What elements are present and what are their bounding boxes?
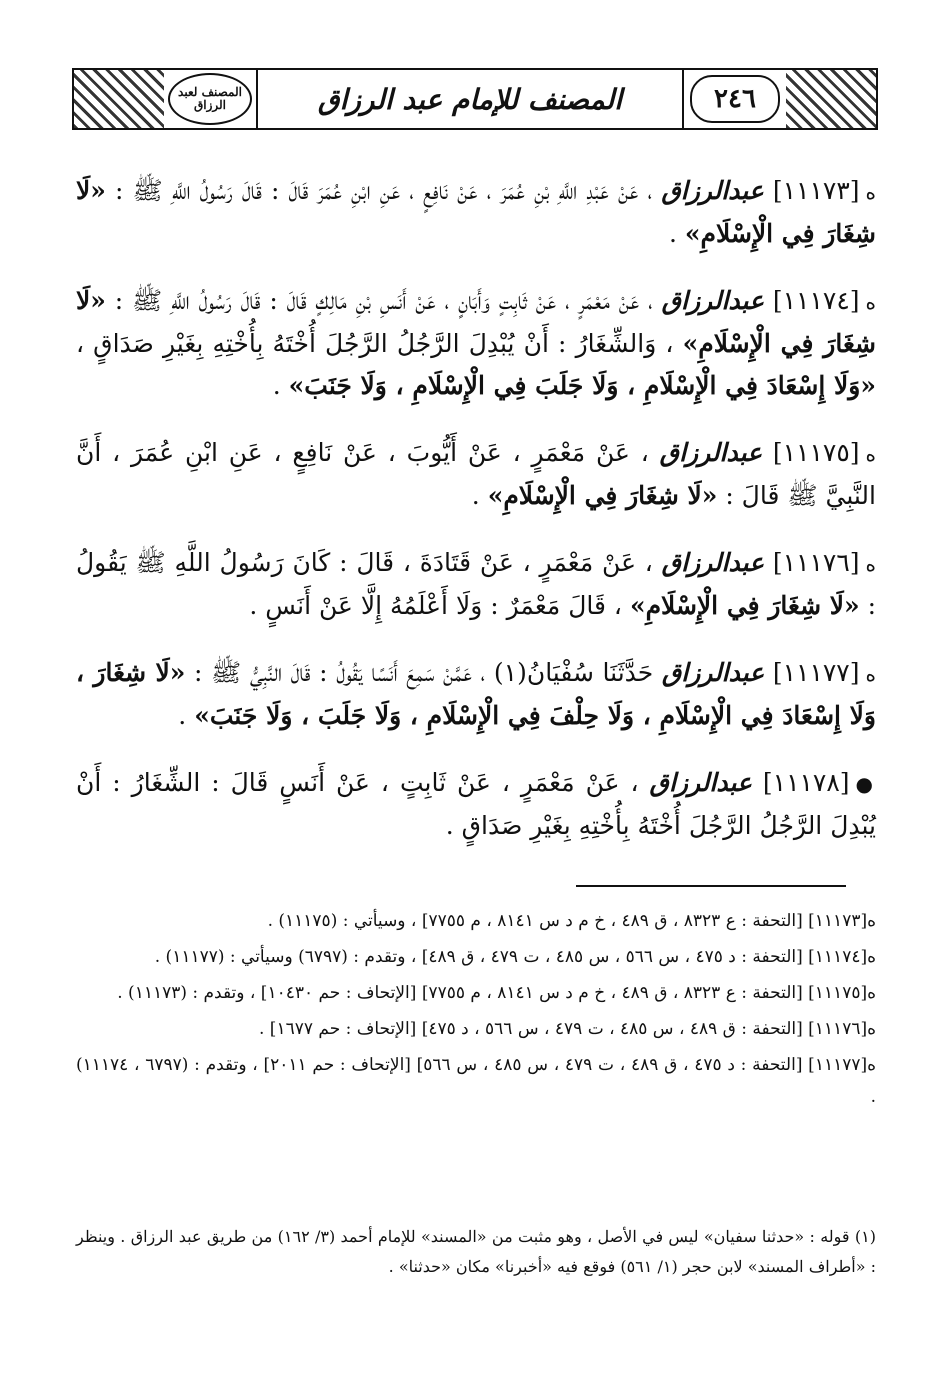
reference-note: ه[١١١٧٤] [التحفة : د ٤٧٥ ، س ٥٦٦ ، س ٤٨٥ ، ت ٤٧٩ ، ق ٤٨٩] ، وتقدم : (٦٧٩٧) وسيأتي : (١١١٧٧) . [154, 947, 876, 967]
hadith-marker: ه [865, 662, 876, 686]
hadith-tail: . [178, 701, 187, 730]
book-emblem: المصنف لعبد الرزاق [168, 73, 252, 125]
hadith-11173 [76, 170, 876, 255]
hadith-body [76, 145, 876, 864]
hadith-quote: «لَا شِغَارَ فِي الْإِسْلَامِ» [487, 481, 718, 510]
reference-note: ه[١١١٧٧] [التحفة : د ٤٧٥ ، ق ٤٨٩ ، ت ٤٧٩ ، س ٤٨٥ ، س ٥٦٦] [الإتحاف : حم ٢٠١١] ، وتقدم : (٦٧٩٧ ، ١١١٧٤) . [76, 1055, 877, 1107]
running-title: المصنف للإمام عبد الرزاق [256, 70, 684, 128]
narrator-name: عبدالرزاق [661, 286, 764, 315]
page-header [72, 68, 878, 130]
hadith-number: [١١١٧٦] [772, 548, 860, 577]
hadith-text: ، عَنْ مَعْمَرٍ ، عَنْ ثَابِتٍ ، عَنْ أَنَسٍ قَالَ : الشِّغَارُ : أَنْ يُبْدِلَ الرَّجُلُ الرَّجُلَ أُخْتَهُ بِأُخْتِهِ بِغَيْرِ صَدَاقٍ . [76, 768, 876, 840]
hadith-quote: «لَا شِغَارَ فِي الْإِسْلَامِ» [629, 591, 860, 620]
hadith-11178 [76, 762, 876, 847]
narrator-name: عبدالرزاق [649, 768, 752, 797]
narrator-name: عبدالرزاق [661, 176, 764, 205]
narrator-name: عبدالرزاق [661, 658, 765, 687]
hadith-11176 [76, 542, 876, 627]
hadith-text: ، عَنْ عَبْدِ اللَّهِ بْنِ عُمَرَ ، عَنْ نَافِعٍ ، عَنِ ابْنِ عُمَرَ قَالَ : قَالَ رَسُولُ اللَّهِ ﷺ : [115, 176, 653, 205]
hadith-text: ، عَنْ مَعْمَرٍ ، عَنْ قَتَادَةَ ، قَالَ : كَانَ رَسُولُ اللَّهِ ﷺ يَقُولُ : [76, 548, 876, 620]
hadith-tail: ، قَالَ مَعْمَرٌ : وَلَا أَعْلَمُهُ إِلَّا عَنْ أَنَسٍ . [249, 591, 622, 620]
reference-note: ه[١١١٧٣] [التحفة : ع ٨٣٢٣ ، ق ٤٨٩ ، خ م د س ٨١٤١ ، م ٧٧٥٥] ، وسيأتي : (١١١٧٥) . [267, 911, 876, 931]
narrator-name: عبدالرزاق [661, 548, 765, 577]
hadith-tail: . [471, 481, 480, 510]
hadith-tail-2: . [272, 371, 281, 400]
hadith-tail: . [669, 219, 677, 248]
hadith-11175 [76, 432, 876, 517]
hadith-text: حَدَّثَنَا سُفْيَانُ(١) ، عَمَّنْ سَمِعَ أَنَسًا يَقُولُ : قَالَ النَّبِيُّ ﷺ : [193, 658, 654, 687]
hadith-number: [١١١٧٤] [772, 286, 860, 315]
hadith-11174 [76, 280, 876, 407]
hadith-quote: «لَا شِغَارَ فِي الْإِسْلَامِ» [76, 176, 876, 248]
hadith-marker: ه [865, 442, 877, 466]
narrator-name: عبدالرزاق [659, 438, 763, 467]
hadith-11177 [76, 652, 876, 737]
hadith-text: ، عَنْ مَعْمَرٍ ، عَنْ أَيُّوبَ ، عَنْ نَافِعٍ ، عَنِ ابْنِ عُمَرَ ، أَنَّ النَّبِيَّ ﷺ قَالَ : [76, 438, 876, 510]
hadith-quote: «لَا شِغَارَ ، وَلَا إِسْعَادَ فِي الْإِسْلَامِ ، وَلَا حِلْفَ فِي الْإِسْلَامِ ، وَلَا جَلَبَ ، وَلَا جَنَبَ» [76, 658, 876, 730]
hadith-text: ، عَنْ مَعْمَرٍ ، عَنْ ثَابِتٍ وَأَبَانٍ ، عَنْ أَنَسِ بْنِ مَالِكٍ قَالَ : قَالَ رَسُولُ اللَّهِ ﷺ : [114, 286, 653, 315]
hadith-marker: ه [865, 290, 877, 314]
hadith-number: [١١١٧٧] [772, 658, 860, 687]
hadith-tail: ، وَالشِّغَارُ : أَنْ يُبْدِلَ الرَّجُلُ الرَّجُلَ أُخْتَهُ بِأُخْتِهِ بِغَيْرِ صَدَاقٍ ، [76, 329, 674, 358]
hadith-number: [١١١٧٥] [772, 438, 860, 467]
hadith-number: [١١١٧٨] [762, 768, 850, 797]
hadith-quote: «لَا شِغَارَ فِي الْإِسْلَامِ» [76, 286, 876, 358]
page-number: ٢٤٦ [690, 75, 780, 123]
hadith-marker: ● [855, 772, 877, 796]
header-ornament-right [786, 70, 876, 128]
reference-note: ه[١١١٧٦] [التحفة : ق ٤٨٩ ، س ٤٨٥ ، ت ٤٧٩ ، س ٥٦٦ ، د ٤٧٥] [الإتحاف : حم ١٦٧٧] . [259, 1019, 876, 1039]
reference-notes [76, 905, 876, 1117]
hadith-marker: ه [865, 552, 876, 576]
hadith-quote-2: «وَلَا إِسْعَادَ فِي الْإِسْلَامِ ، وَلَا جَلَبَ فِي الْإِسْلَامِ ، وَلَا جَنَبَ» [288, 371, 876, 400]
hadith-number: [١١١٧٣] [772, 176, 860, 205]
header-ornament-left [74, 70, 164, 128]
hadith-marker: ه [865, 180, 876, 204]
footnote-separator [576, 885, 846, 887]
reference-note: ه[١١١٧٥] [التحفة : ع ٨٣٢٣ ، ق ٤٨٩ ، خ م د س ٨١٤١ ، م ٧٧٥٥] [الإتحاف : حم ١٠٤٣٠] ، وتقدم : (١١١٧٣) . [117, 983, 876, 1003]
footnote: (١) قوله : «حدثنا سفيان» ليس في الأصل ، وهو مثبت من «المسند» للإمام أحمد (٣/ ١٦٢) من طريق عبد الرزاق . وينظر : «أطراف المسند» لابن حجر (١/ ٥٦١) فوقع فيه «أخبرنا» مكان «حدثنا» . [76, 1227, 876, 1276]
